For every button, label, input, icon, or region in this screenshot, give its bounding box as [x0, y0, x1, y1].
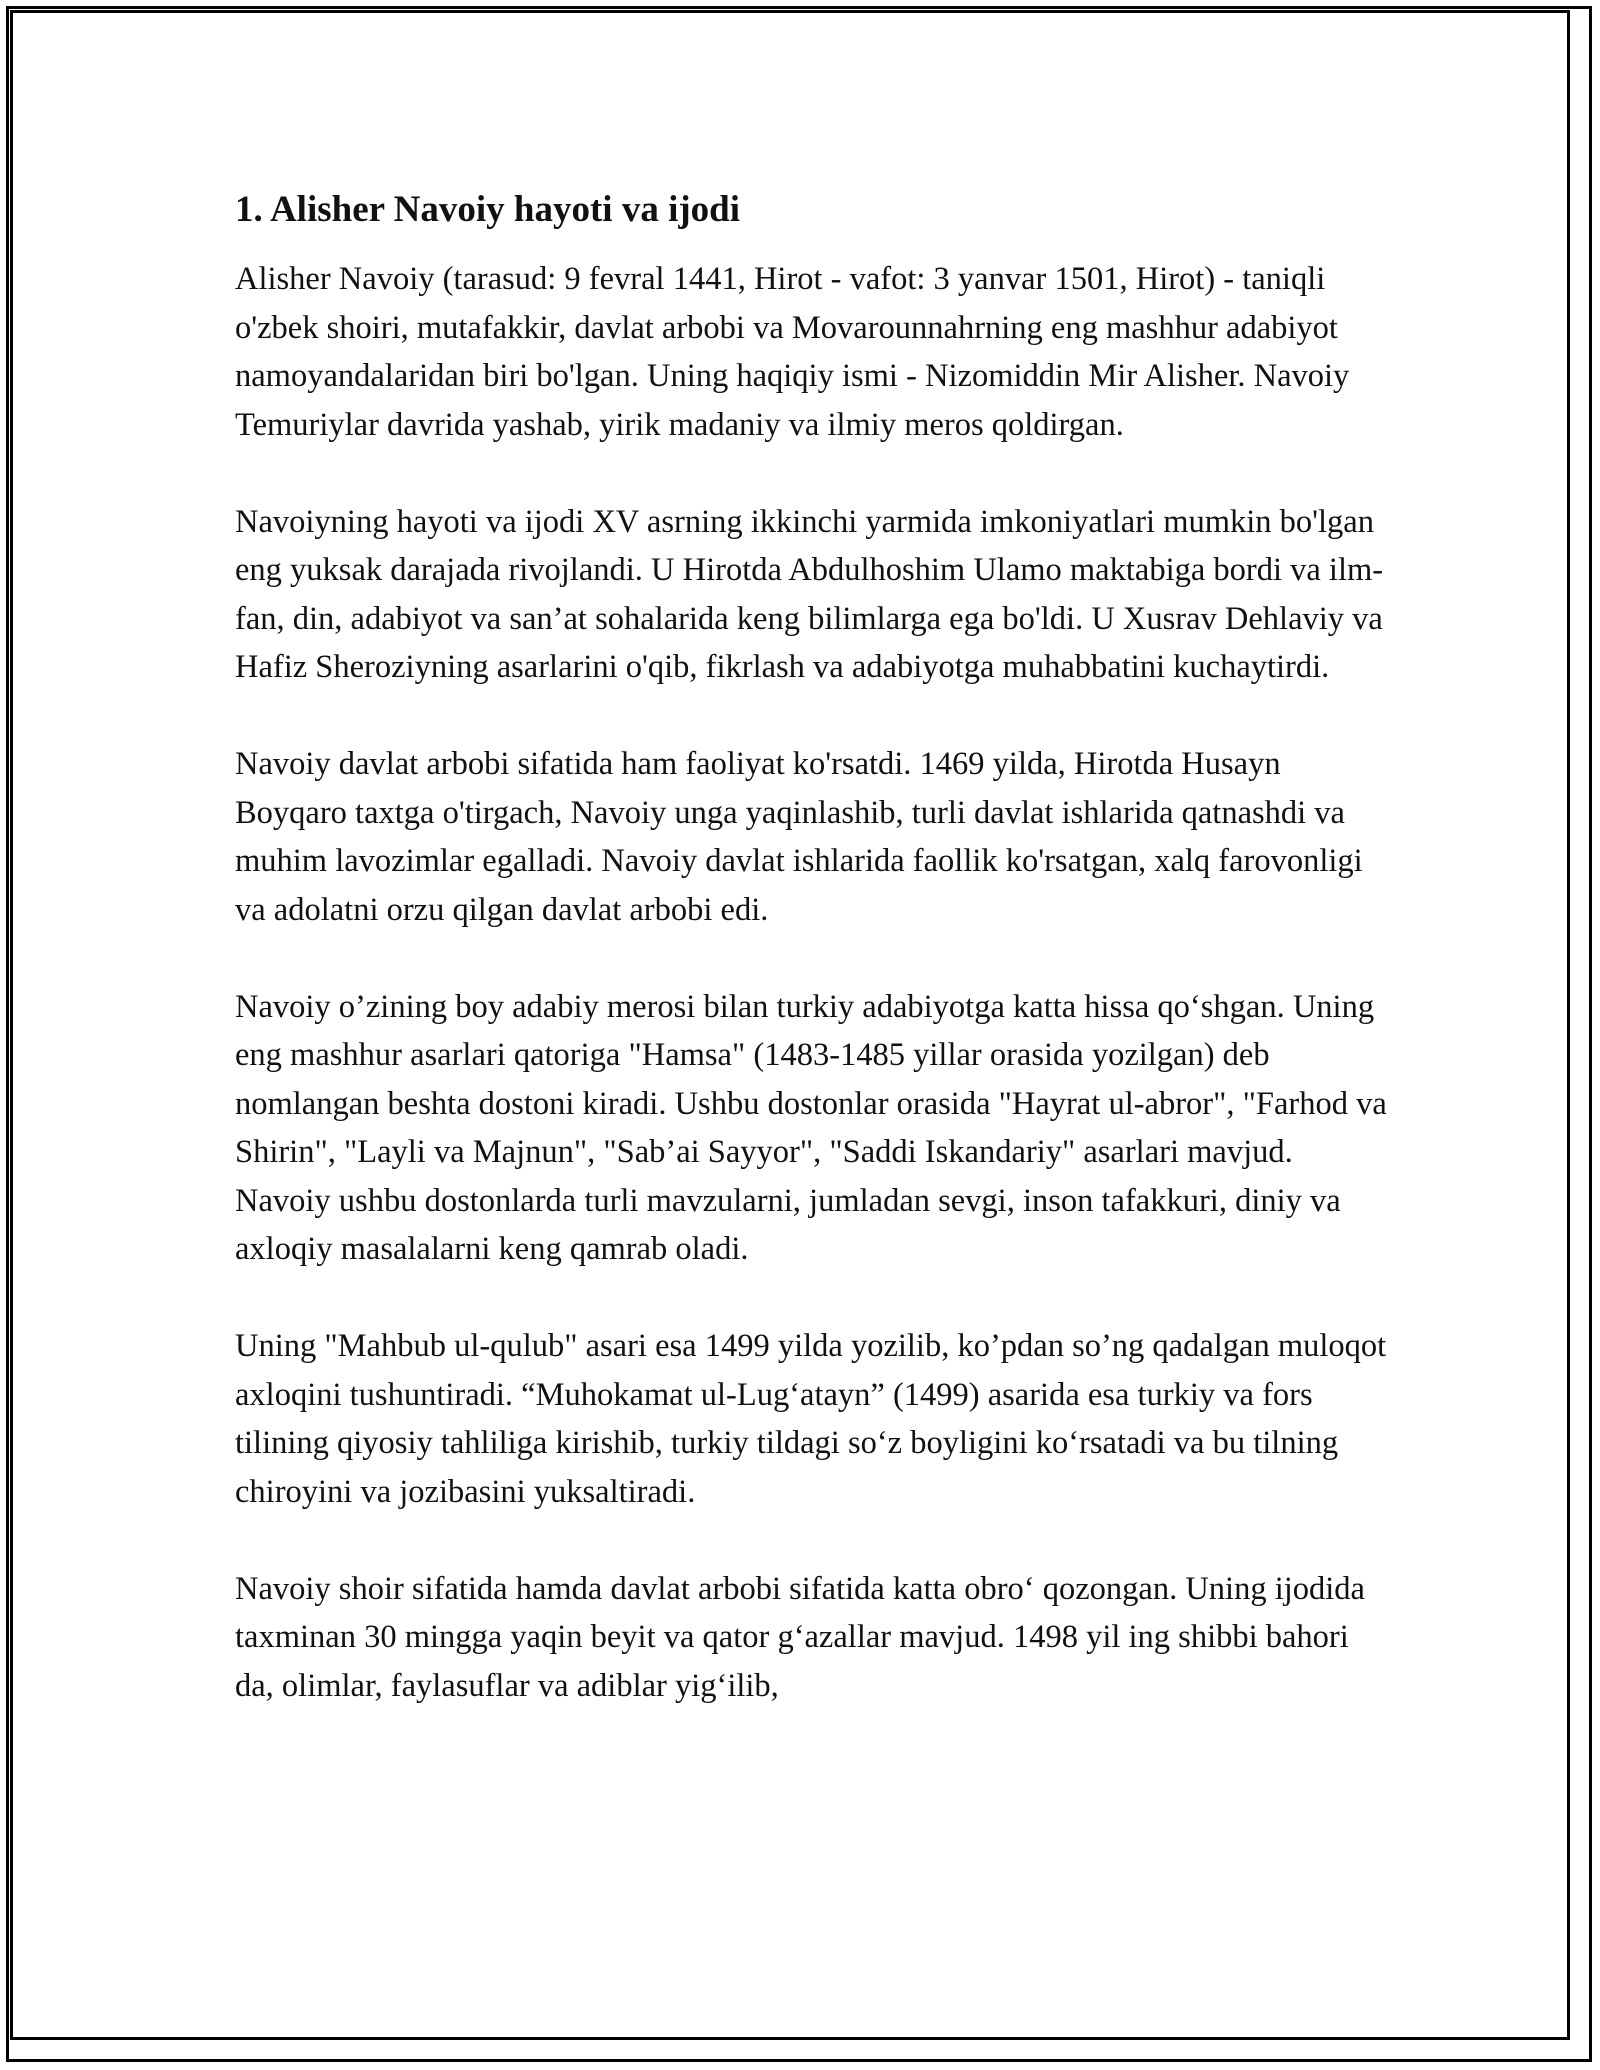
section-heading: 1. Alisher Navoiy hayoti va ijodi — [235, 189, 741, 230]
document-body — [235, 185, 1390, 1759]
paragraph-6: Navoiy shoir sifatida hamda davlat arbobi sifatida katta obro‘ qozongan. Uning ijodida taxminan 30 mingga yaqin beyit va qator g‘azallar mavjud. 1498 yil ing shibbi bahori da, olimlar, faylasuflar va adiblar yig‘ilib, — [235, 1570, 1365, 1704]
paragraph-1: Alisher Navoiy (tarasud: 9 fevral 1441, Hirot - vafot: 3 yanvar 1501, Hirot) - taniqli o'zbek shoiri, mutafakkir, davlat arbobi va Movarounnahrning eng mashhur adabiyot namoyandalaridan biri bo'lgan. Uning haqiqiy ismi - Nizomiddin Mir Alisher. Navoiy Temuriylar davrida yashab, yirik madaniy va ilmiy meros qoldirgan. — [235, 261, 1350, 443]
paragraph-4: Navoiy o’zining boy adabiy merosi bilan turkiy adabiyotga katta hissa qo‘shgan. Uning eng mashhur asarlari qatoriga "Hamsa" (1483-1485 yillar orasida yozilgan) deb nomlangan beshta dostoni kiradi. Ushbu dostonlar orasida "Hayrat ul-abror", "Farhod va Shirin", "Layli va Majnun", "Sab’ai Sayyor", "Saddi Iskandariy" asarlari mavjud. Navoiy ushbu dostonlarda turli mavzularni, jumladan sevgi, inson tafakkuri, diniy va axloqiy masalalarni keng qamrab oladi. — [235, 988, 1387, 1267]
paragraph-5: Uning "Mahbub ul-qulub" asari esa 1499 yilda yozilib, ko’pdan so’ng qadalgan muloqot axloqini tushuntiradi. “Muhokamat ul-Lug‘atayn” (1499) asarida esa turkiy va fors tilining qiyosiy tahliliga kirishib, turkiy tildagi so‘z boyligini ko‘rsatadi va bu tilning chiroyini va jozibasini yuksaltiradi. — [235, 1328, 1387, 1510]
paragraph-2: Navoiyning hayoti va ijodi XV asrning ikkinchi yarmida imkoniyatlari mumkin bo'lgan eng yuksak darajada rivojlandi. U Hirotda Abdulhoshim Ulamo maktabiga bordi va ilm-fan, din, adabiyot va san’at sohalarida keng bilimlarga ega bo'ldi. U Xusrav Dehlaviy va Hafiz Sheroziyning asarlarini o'qib, fikrlash va adabiyotga muhabbatini kuchaytirdi. — [235, 503, 1384, 685]
paragraph-3: Navoiy davlat arbobi sifatida ham faoliyat ko'rsatdi. 1469 yilda, Hirotda Husayn Boyqaro taxtga o'tirgach, Navoiy unga yaqinlashib, turli davlat ishlarida qatnashdi va muhim lavozimlar egalladi. Navoiy davlat ishlarida faollik ko'rsatgan, xalq farovonligi va adolatni orzu qilgan davlat arbobi edi. — [235, 746, 1363, 928]
